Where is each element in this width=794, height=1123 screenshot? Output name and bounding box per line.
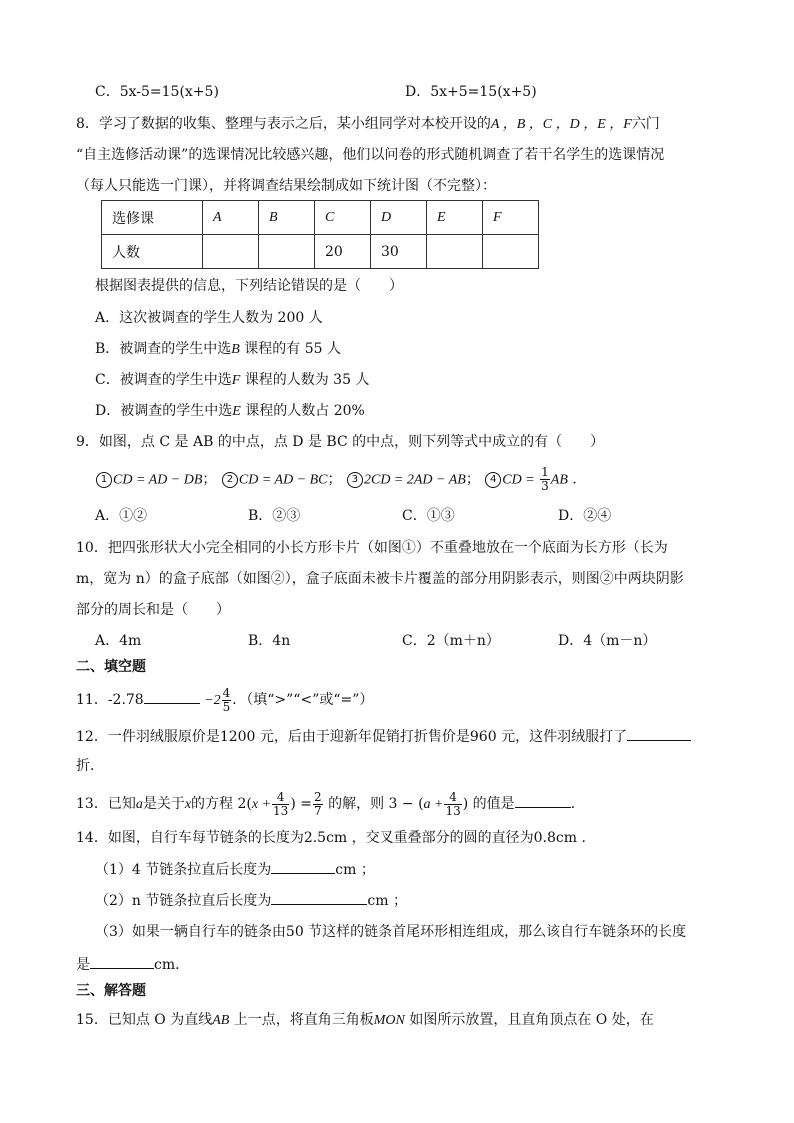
q8-option-a: A．这次被调查的学生人数为 200 人 (95, 310, 323, 326)
q14-part3-blank[interactable] (90, 954, 154, 969)
q7-option-c: C．5x-5=15(x+5) (95, 84, 219, 100)
q10-option-d: D．4（m－n） (558, 633, 657, 649)
q15-stem: 15．已知点 O 为直线AB 上一点，将直角三角板MON 如图所示放置，且直角顶点在 O 处，在 (76, 1012, 654, 1028)
fraction-four-thirteenths: $\frac{4}{13}$ (445, 789, 461, 818)
q14-part2: （2）n 节链条拉直后长度为 cm ； (95, 890, 407, 911)
q13: 13．已知a是关于x的方程 2(x + $\frac{4}{13}$ ) = $\frac{2}{7}$ 的解，则 3 − (a + $\frac{4}{13}$ ) 的值是 ． (76, 789, 585, 818)
q10-stem-line2: m，宽为 n）的盒子底部（如图②），盒子底面未被卡片覆盖的部分用阴影表示，则图②中两块阴影 (76, 571, 684, 587)
q8-stem-line2: “自主选修活动课”的选课情况比较感兴趣，他们以问卷的形式随机调查了若干名学生的选课情况 (76, 147, 665, 163)
table-cell (259, 235, 315, 269)
table-cell: D (371, 201, 427, 235)
q9-equations: 1 CD = AD − DB； 2 CD = AD − BC； 3 2CD = 2AD − AB； 4 CD = $\frac{1}{3}$ AB ． (95, 466, 586, 494)
fraction-four-fifths: $\frac{4}{5}$ (222, 685, 231, 714)
circled-4-icon: 4 (485, 472, 501, 488)
table-cell: E (427, 201, 483, 235)
table-cell: C (315, 201, 371, 235)
table-cell: B (259, 201, 315, 235)
q10-stem-line1: 10．把四张形状大小完全相同的小长方形卡片（如图①）不重叠地放在一个底面为长方形（长为 (76, 540, 668, 556)
fraction-two-sevenths: $\frac{2}{7}$ (313, 789, 322, 818)
section-fill-blank-heading: 二、填空题 (76, 659, 146, 675)
q8-stem-line3: （每人只能选一门课），并将调查结果绘制成如下统计图（不完整）： (76, 178, 496, 194)
q11: 11．-2.78 −2 $\frac{4}{5}$ ．（填“>”“<”或“=”） (76, 685, 374, 714)
q12-line1: 12．一件羽绒服原价是1200 元，后由于迎新年促销打折售价是960 元，这件羽绒服打了 (76, 726, 691, 747)
q14-part3-line2: 是 cm． (76, 954, 189, 975)
q8-option-c: C．被调查的学生中选F 课程的人数为 35 人 (95, 372, 370, 388)
q11-answer-blank[interactable] (144, 689, 200, 704)
circled-2-icon: 2 (222, 472, 238, 488)
fraction-four-thirteenths: $\frac{4}{13}$ (273, 789, 289, 818)
q9-stem: 9．如图，点 C 是 AB 的中点，点 D 是 BC 的中点，则下列等式中成立的有（ ） (76, 434, 605, 450)
q10-option-a: A．4m (95, 633, 142, 649)
q8-option-b: B．被调查的学生中选B 课程的有 55 人 (95, 341, 342, 357)
q14-part2-blank[interactable] (271, 890, 367, 905)
q10-option-c: C．2（m＋n） (402, 633, 500, 649)
q14-stem: 14．如图，自行车每节链条的长度为2.5cm ，交叉重叠部分的圆的直径为0.8cm ． (76, 830, 596, 846)
q13-answer-blank[interactable] (515, 793, 571, 808)
table-cell: 30 (371, 235, 427, 269)
table-cell (427, 235, 483, 269)
table-cell (483, 235, 539, 269)
circled-1-icon: 1 (96, 472, 112, 488)
q14-part3-line1: （3）如果一辆自行车的链条由50 节这样的链条首尾环形相连组成，那么该自行车链条环的长度 (95, 924, 687, 940)
q9-option-a: A．①② (95, 508, 148, 524)
q9-option-c: C．①③ (402, 508, 455, 524)
table-cell: A (203, 201, 259, 235)
q9-option-d: D．②④ (558, 508, 612, 524)
q14-part1: （1）4 节链条拉直后长度为 cm ； (95, 859, 375, 880)
section-solve-heading: 三、解答题 (76, 983, 146, 999)
table-cell: 20 (315, 235, 371, 269)
q9-option-b: B．②③ (248, 508, 301, 524)
q8-option-d: D．被调查的学生中选E 课程的人数占 20% (95, 403, 365, 419)
q10-stem-line3: 部分的周长和是（ ） (76, 602, 230, 618)
circled-3-icon: 3 (347, 472, 363, 488)
table-cell: F (483, 201, 539, 235)
table-cell: 人数 (102, 235, 203, 269)
table-cell: 选修课 (102, 201, 203, 235)
table-cell (203, 235, 259, 269)
q8-stem-line1: 8．学习了数据的收集、整理与表示之后，某小组同学对本校开设的A ，B ，C ，D ，E ，F六门 (76, 116, 660, 132)
q12-line2: 折． (76, 758, 104, 774)
fraction-one-third: $\frac{1}{3}$ (541, 465, 549, 493)
table-row-header (102, 201, 539, 235)
q10-option-b: B．4n (248, 633, 291, 649)
q12-answer-blank[interactable] (627, 726, 691, 741)
q14-part1-blank[interactable] (271, 859, 335, 874)
q8-prompt: 根据图表提供的信息，下列结论错误的是（ ） (95, 278, 403, 294)
q8-data-table (101, 200, 539, 269)
q7-option-d: D．5x+5=15(x+5) (405, 84, 537, 100)
table-row-count (102, 235, 539, 269)
